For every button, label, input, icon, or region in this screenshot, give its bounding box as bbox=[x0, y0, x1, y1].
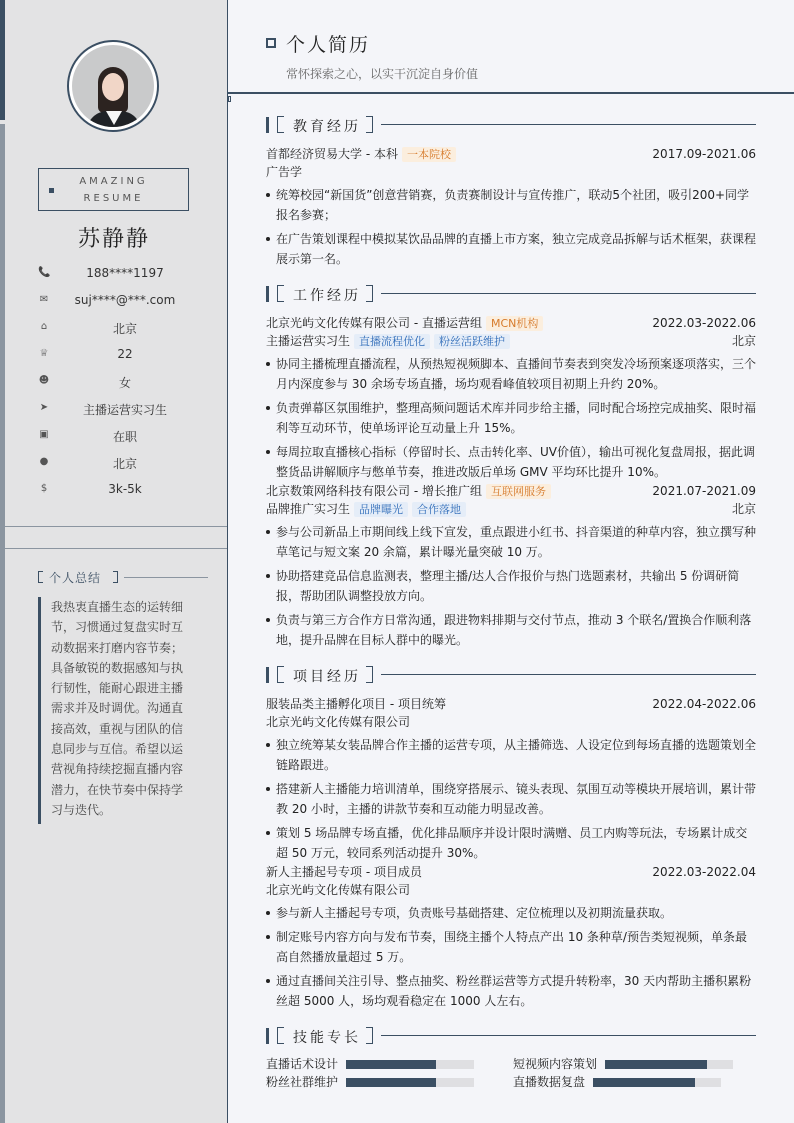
work-date: 2022.03-2022.06 bbox=[652, 316, 756, 330]
skill-tag: 品牌曝光 bbox=[354, 502, 408, 517]
info-email: ✉ suj****@***.com bbox=[39, 293, 176, 307]
company-badge: MCN机构 bbox=[486, 316, 543, 331]
money-icon: $ bbox=[40, 483, 48, 494]
role-title: 主播运营实习生 bbox=[266, 334, 351, 348]
tag-line-2: RESUME bbox=[83, 193, 144, 204]
skill-tag: 合作落地 bbox=[412, 502, 466, 517]
project-entry bbox=[266, 695, 756, 867]
project-org: 北京光屿文化传媒有限公司 bbox=[266, 883, 411, 897]
list-item: 制定账号内容方向与发布节奏，围绕主播个人特点产出 10 条种草/预告类短视频，单条最高自然播放量超过 5 万。 bbox=[266, 927, 756, 967]
skill-tag: 粉丝活跃维护 bbox=[434, 334, 510, 349]
company-name: 北京光屿文化传媒有限公司 - 直播运营组 bbox=[266, 316, 482, 330]
info-target-position: ➤ 主播运营实习生 bbox=[39, 402, 167, 417]
education-entry bbox=[266, 145, 756, 273]
page-subtitle: 常怀探索之心，以实干沉淀自身价值 bbox=[286, 67, 479, 81]
sidebar-stripe bbox=[0, 124, 5, 1123]
work-city: 北京 bbox=[731, 502, 756, 516]
skill-item: 直播数据复盘 bbox=[513, 1073, 756, 1091]
header-divider bbox=[228, 92, 794, 94]
list-item: 独立统筹某女装品牌合作主播的运营专项，从主播筛选、人设定位到每场直播的选题策划全链路跟进。 bbox=[266, 735, 756, 775]
company-name: 北京数策网络科技有限公司 - 增长推广组 bbox=[266, 484, 482, 498]
project-entry bbox=[266, 863, 756, 1015]
skill-item: 短视频内容策划 bbox=[513, 1055, 756, 1073]
work-entry bbox=[266, 482, 756, 654]
list-item: 通过直播间关注引导、整点抽奖、粉丝群运营等方式提升转粉率，30 天内帮助主播积累粉丝超 5000 人，场均观看稳定在 1000 人左右。 bbox=[266, 971, 756, 1011]
home-icon: ⌂ bbox=[40, 321, 48, 332]
project-title: 服装品类主播孵化项目 - 项目统筹 bbox=[266, 697, 446, 711]
cake-icon: ♕ bbox=[39, 348, 49, 359]
skill-bar bbox=[605, 1060, 733, 1069]
info-status: ▣ 在职 bbox=[39, 429, 137, 444]
send-icon: ➤ bbox=[39, 402, 49, 413]
sidebar-accent-stripe bbox=[0, 0, 5, 120]
section-heading-project: 项目经历 bbox=[266, 666, 756, 684]
sidebar-divider bbox=[5, 548, 227, 549]
contact-info-list bbox=[38, 262, 198, 505]
education-date: 2017.09-2021.06 bbox=[652, 147, 756, 161]
face-icon: ☻ bbox=[38, 375, 50, 386]
header-mark bbox=[228, 96, 231, 102]
avatar bbox=[67, 40, 159, 132]
list-item: 参与公司新品上市期间线上线下宣发，重点跟进小红书、抖音渠道的种草内容，独立撰写种草笔记与短文案 20 余篇，累计曝光量突破 10 万。 bbox=[266, 522, 756, 562]
info-age: ♕ 22 bbox=[39, 347, 133, 361]
person-name: 苏静静 bbox=[77, 227, 150, 252]
project-date: 2022.04-2022.06 bbox=[652, 697, 756, 711]
project-date: 2022.03-2022.04 bbox=[652, 865, 756, 879]
summary-text: 我热衷直播生态的运转细节，习惯通过复盘实时互动数据来打磨内容节奏；具备敏锐的数据感知与执行韧性，能耐心跟进主播需求并及时调优。沟通直接高效，重视与团队的信息同步与互信。希望以运营视角持续挖掘直播内容潜力，在快节奏中保持学习与迭代。 bbox=[38, 597, 186, 824]
section-heading-education: 教育经历 bbox=[266, 116, 756, 134]
list-item: 统筹校园“新国货”创意营销赛，负责赛制设计与宣传推广，联动5个社团，吸引200+同学报名参赛； bbox=[266, 185, 756, 225]
school-badge: 一本院校 bbox=[402, 147, 456, 162]
info-salary: $ 3k-5k bbox=[38, 478, 198, 505]
school-name: 首都经济贸易大学 - 本科 bbox=[266, 147, 398, 161]
project-org: 北京光屿文化传媒有限公司 bbox=[266, 715, 411, 729]
title-square-icon bbox=[266, 38, 276, 48]
skill-item: 直播话术设计 bbox=[266, 1055, 486, 1073]
page-title: 个人简历 bbox=[286, 34, 371, 56]
section-heading-skills: 技能专长 bbox=[266, 1027, 756, 1045]
list-item: 搭建新人主播能力培训清单，围绕穿搭展示、镜头表现、氛围互动等模块开展培训，累计带教 20 小时，主播的讲款节奏和互动能力明显改善。 bbox=[266, 779, 756, 819]
skill-bar bbox=[346, 1060, 474, 1069]
education-major: 广告学 bbox=[266, 165, 303, 179]
company-badge: 互联网服务 bbox=[486, 484, 551, 499]
skill-bar bbox=[346, 1078, 474, 1087]
resume-tag-box bbox=[38, 168, 189, 211]
mail-icon: ✉ bbox=[39, 294, 49, 305]
list-item: 参与新人主播起号专项，负责账号基础搭建、定位梳理以及初期流量获取。 bbox=[266, 903, 756, 923]
list-item: 协同主播梳理直播流程，从预热短视频脚本、直播间节奏表到突发冷场预案逐项落实，三个月内深度参与 30 余场专场直播，场均观看峰值较项目初期上升约 20%。 bbox=[266, 354, 756, 394]
work-entry bbox=[266, 314, 756, 486]
list-item: 协助搭建竞品信息监测表，整理主播/达人合作报价与热门选题素材，共输出 5 份调研简报，帮助团队调整投放方向。 bbox=[266, 566, 756, 606]
tag-line-1: AMAZING bbox=[79, 176, 148, 187]
info-hometown: ⌂ 北京 bbox=[38, 316, 198, 343]
project-title: 新人主播起号专项 - 项目成员 bbox=[266, 865, 422, 879]
skill-bar bbox=[593, 1078, 721, 1087]
sidebar-divider bbox=[5, 526, 227, 527]
skill-tag: 直播流程优化 bbox=[354, 334, 430, 349]
info-location: ● 北京 bbox=[39, 456, 137, 471]
work-city: 北京 bbox=[731, 334, 756, 348]
sidebar bbox=[0, 0, 228, 1123]
role-title: 品牌推广实习生 bbox=[266, 502, 351, 516]
list-item: 负责与第三方合作方日常沟通，跟进物料排期与交付节点，推动 3 个联名/置换合作顺利落地，提升品牌在目标人群中的曝光。 bbox=[266, 610, 756, 650]
skill-item: 粉丝社群维护 bbox=[266, 1073, 486, 1091]
info-phone: 📞 188****1197 bbox=[38, 266, 164, 280]
avatar-photo bbox=[72, 45, 154, 127]
tag-square-icon bbox=[49, 188, 54, 193]
phone-icon: 📞 bbox=[38, 267, 51, 278]
list-item: 负责弹幕区氛围维护，整理高频问题话术库并同步给主播，同时配合场控完成抽奖、限时福利等互动环节，使单场评论互动量上升 15%。 bbox=[266, 398, 756, 438]
list-item: 策划 5 场品牌专场直播，优化排品顺序并设计限时满赠、员工内购等玩法，专场累计成交超 50 万元，较同系列活动提升 30%。 bbox=[266, 823, 756, 863]
list-item: 在广告策划课程中模拟某饮品品牌的直播上市方案，独立完成竞品拆解与话术框架，获课程展示第一名。 bbox=[266, 229, 756, 269]
info-gender: ☻ 女 bbox=[38, 375, 131, 390]
section-heading-work: 工作经历 bbox=[266, 285, 756, 303]
location-icon: ● bbox=[39, 456, 49, 467]
list-item: 每周拉取直播核心指标（停留时长、点击转化率、UV价值），输出可视化复盘周报，据此调整货品讲解顺序与憋单节奏，推进改版后单场 GMV 平均环比提升 10%。 bbox=[266, 442, 756, 482]
summary-heading: 个人总结 bbox=[38, 569, 208, 585]
briefcase-icon: ▣ bbox=[39, 429, 49, 440]
work-date: 2021.07-2021.09 bbox=[652, 484, 756, 498]
main-content bbox=[228, 0, 794, 1123]
